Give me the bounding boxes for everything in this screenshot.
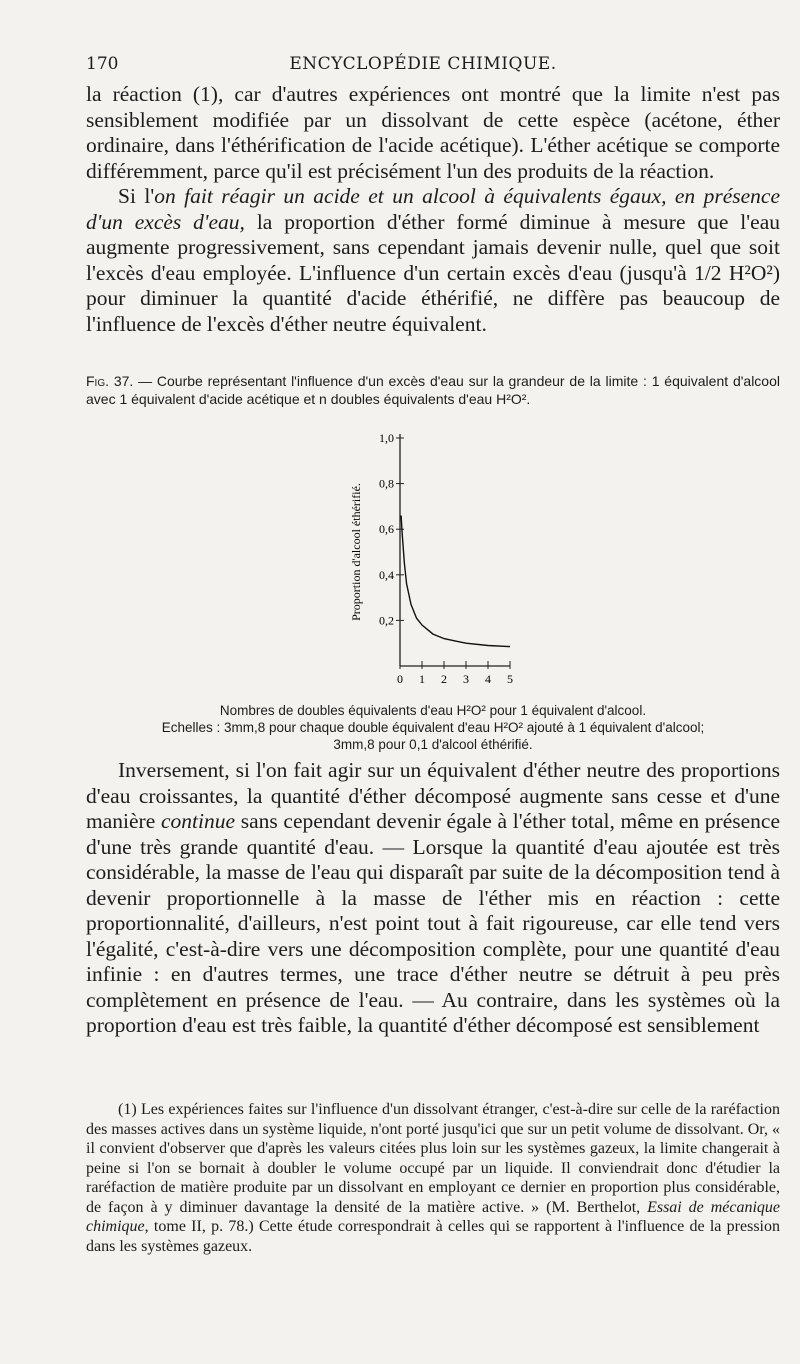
paragraph-emphasis: on fait réagir un acide et un alcool à équivalents égaux, en présence d'un excès d'eau, [86,184,781,234]
footnote-text [86,1100,780,1256]
paragraph-text: Si l' [118,184,155,208]
paragraph-text: sans cependant devenir égale à l'éther total, même en présence d'une très grande quantité d'eau. — Lorsque la quantité d'eau ajoutée est très considérable, la masse de l'eau qui disparaît par suite de la décomposition tend à devenir proportionnelle à la masse de l'éther mis en réaction : cette proportionnalité, d'ailleurs, n'est point tout à fait rigoureuse, car elle tend vers l'égalité, c'est-à-dire vers une décomposition complète, pour une quantité d'eau infinie : en d'autres termes, une trace d'éther neutre se détruit à peu près complètement en présence de l'eau. — Au contraire, dans les systèmes où la proportion d'eau est très faible, la quantité d'éther décomposé est sensiblement [86,809,780,1037]
scale-note: 3mm,8 pour 0,1 d'alcool éthérifié. [333,737,533,752]
body-text-bottom [86,758,780,1039]
y-tick-label: 1,0 [379,431,394,445]
y-tick-label: 0,4 [379,567,394,582]
page-number: 170 [86,54,119,74]
x-tick-label: 1 [419,672,425,686]
figure-caption [86,372,780,408]
running-title: ENCYCLOPÉDIE CHIMIQUE. [289,54,557,74]
paragraph [86,758,780,1039]
chart-svg [330,418,540,698]
figure-caption-text: — Courbe représentant l'influence d'un excès d'eau sur la grandeur de la limite : 1 équivalent d'alcool avec 1 équivalent d'acide acétique et n doubles équivalents d'eau H²O². [86,373,780,407]
body-text-top [86,82,780,337]
footnote-part: (1) Les expériences faites sur l'influence d'un dissolvant étranger, c'est-à-dire sur celle de la raréfaction des masses actives dans un système liquide, n'ont porté jusqu'ici que sur un petit volume de dissolvant. Or, « il convient d'observer que d'après les valeurs citées plus loin sur les systèmes gazeux, la limite changerait à peine si l'on se bornait à doubler le volume occupé par un liquide. Il conviendrait donc d'étudier la raréfaction de matière produite par un dissolvant en employant ce dernier en proportion plus considérable, de façon à y diminuer davantage la densité de la matière active. » (M. Berthelot, [86,1101,780,1216]
y-tick-label: 0,6 [379,522,394,537]
scale-note: Echelles : 3mm,8 pour chaque double équivalent d'eau H²O² ajouté à 1 équivalent d'alcool; [161,720,705,735]
paragraph: la réaction (1), car d'autres expériences ont montré que la limite n'est pas sensiblement modifiée par un dissolvant de cette espèce (acétone, éther ordinaire, dans l'éthérification de l'acide acétique). L'éther acétique se comporte différemment, parce qu'il est précisément l'un des produits de la réaction. [86,82,780,183]
x-axis-label: Nombres de doubles équivalents d'eau H²O² pour 1 équivalent d'alcool. [219,703,647,718]
x-tick-label: 0 [397,672,403,686]
footnote-part: , tome II, p. 78.) Cette étude correspondrait à celles qui se rapportent à l'influence de la pression dans les systèmes gazeux. [86,1218,780,1255]
x-tick-label: 4 [485,672,491,686]
y-tick-label: 0,8 [379,476,394,491]
paragraph-emphasis: continue [160,809,235,833]
x-tick-label: 2 [441,672,447,686]
footnote-emphasis: Essai de mécanique chimique [86,1198,781,1235]
x-tick-label: 3 [463,672,469,686]
page-header [86,54,760,78]
figure-label: Fig. 37. [86,373,134,389]
footnote [86,1100,780,1256]
figure-chart [330,418,540,698]
x-tick-label: 5 [507,672,513,686]
chart-notes [86,702,780,753]
y-tick-label: 0,2 [379,613,394,628]
paragraph [86,184,780,337]
paragraph-text: Inversement, si l'on fait agir sur un équivalent d'éther neutre des proportions d'eau croissantes, la quantité d'éther décomposé augmente sans cesse et d'une manière [86,758,780,833]
paragraph-text: la proportion d'éther formé diminue à mesure que l'eau augmente progressivement, sans cependant jamais devenir nulle, quel que soit l'excès d'eau employée. L'influence d'un certain excès d'eau (jusqu'à 1/2 H²O²) pour diminuer la quantité d'acide éthérifié, ne diffère pas beaucoup de l'influence de l'excès d'éther neutre équivalent. [86,209,780,336]
y-axis-label: Proportion d'alcool éthérifié. [349,483,363,621]
data-curve [401,516,510,647]
